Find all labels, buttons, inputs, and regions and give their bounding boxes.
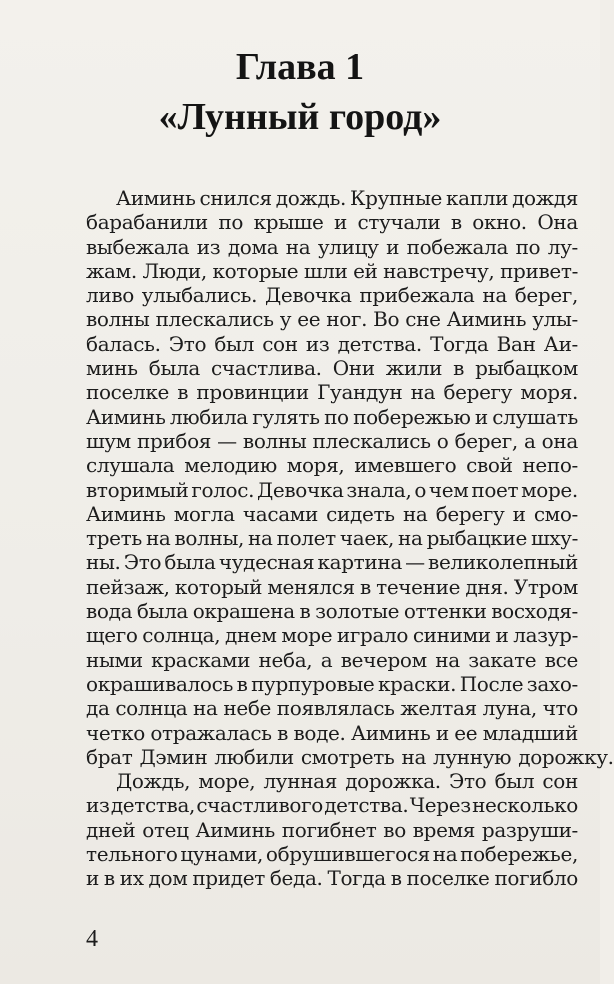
word: сон (262, 331, 298, 356)
word: все (544, 647, 578, 672)
word: в (299, 599, 311, 624)
word: шли (303, 258, 348, 283)
word: на (285, 234, 311, 259)
word: стучали (357, 210, 441, 235)
word: полет (276, 526, 336, 551)
word: побежала (406, 234, 509, 259)
word: Она (537, 210, 578, 235)
word: море (281, 623, 333, 648)
word: треть (86, 526, 142, 551)
word: и (435, 720, 449, 745)
word: Крупные (350, 186, 443, 210)
word: свой (466, 453, 513, 478)
word: золотые (315, 599, 400, 624)
word: Аиминь (86, 404, 166, 429)
word: пейзаж, (86, 574, 170, 599)
word: щего (86, 623, 138, 648)
word: дома (227, 234, 279, 259)
word: Дэмин (139, 744, 208, 769)
word: крыше (253, 210, 324, 235)
word: — (405, 550, 425, 575)
text-line (86, 283, 578, 307)
word: беда. (269, 866, 323, 891)
word: была (164, 550, 216, 575)
word: дом (148, 866, 188, 891)
word: и (86, 866, 99, 891)
text-line (86, 866, 578, 890)
chapter-heading (0, 42, 600, 142)
word: вечером (340, 647, 427, 672)
word: вторимый (86, 477, 189, 502)
word: оттенки (403, 599, 487, 624)
word: ливо (86, 283, 134, 308)
word: лу- (547, 234, 578, 259)
word: Аиминь (350, 720, 431, 745)
word: в (277, 720, 289, 745)
word: чаек, (339, 526, 394, 551)
word: из (86, 793, 110, 818)
word: великолепный (428, 550, 578, 575)
text-line (86, 332, 578, 356)
word: менялся (267, 574, 355, 599)
word: четко (86, 720, 145, 745)
text-line (86, 550, 578, 574)
text-line (86, 429, 578, 453)
word: на (432, 842, 458, 867)
word: Аиминь (195, 817, 275, 842)
word: в (390, 866, 402, 891)
text-line (86, 307, 578, 331)
word: тельного (86, 842, 178, 867)
word: Ван (496, 331, 536, 356)
word: — (217, 428, 237, 453)
word: несколько (472, 793, 578, 818)
word: пурпуровые (251, 671, 375, 696)
word: и (386, 234, 400, 259)
word: сон (542, 769, 578, 794)
word: смотреть (300, 744, 395, 769)
word: в (236, 671, 248, 696)
word: непо- (522, 453, 578, 478)
word: смо- (533, 501, 578, 526)
word: минь (86, 356, 138, 381)
word: что (542, 696, 578, 721)
word: картина (317, 550, 402, 575)
word: на (193, 696, 218, 721)
word: на (435, 647, 460, 672)
page-number: 4 (86, 926, 98, 952)
text-line (86, 453, 578, 477)
word: моря, (286, 453, 345, 478)
word: по (515, 234, 541, 259)
word: погибнет (281, 817, 377, 842)
word: рыбацкие (426, 526, 527, 551)
word: ей (353, 258, 378, 283)
word: разруши- (481, 817, 578, 842)
word: которые (212, 258, 299, 283)
word: жили (385, 356, 443, 381)
word: отец (142, 817, 189, 842)
word: Аиминь (446, 307, 527, 332)
text-line (86, 623, 578, 647)
word: сидеть (326, 501, 395, 526)
text-line (86, 842, 578, 866)
word: на (401, 744, 427, 769)
word: детства. (337, 331, 422, 356)
word: прибежала (359, 283, 475, 308)
word: шху- (531, 526, 578, 551)
word: Это (449, 769, 487, 794)
word: счастливого (196, 793, 323, 818)
word: поет (471, 477, 519, 502)
word: во (383, 817, 406, 842)
text-line (86, 672, 578, 696)
word: жам. (86, 258, 137, 283)
word: солнца, (142, 623, 221, 648)
word: краски. (377, 671, 457, 696)
word: и (474, 404, 488, 429)
word: могла (173, 501, 235, 526)
word: берег, (454, 428, 518, 453)
word: Это (168, 331, 207, 356)
word: волны, (174, 526, 245, 551)
word: снился (199, 186, 272, 210)
word: берегу (435, 501, 505, 526)
word: капли (446, 186, 509, 210)
word: дождя (512, 186, 578, 210)
word: улицу (317, 234, 379, 259)
word: улыбались. (141, 283, 258, 308)
word: из (305, 331, 330, 356)
text-line (86, 721, 578, 745)
word: рыбацком (475, 356, 578, 381)
text-line (86, 696, 578, 720)
word: Гуандун (317, 380, 403, 405)
word: слушать (492, 404, 578, 429)
text-line (86, 235, 578, 259)
word: дня. (465, 574, 509, 599)
word: плескались (155, 307, 274, 332)
text-line (86, 478, 578, 502)
word: волны (242, 428, 307, 453)
word: в (450, 210, 462, 235)
text-line (86, 744, 614, 769)
text-line (86, 575, 578, 599)
word: цунами, (180, 842, 264, 867)
word: который (174, 574, 263, 599)
word: улы- (532, 307, 578, 332)
word: был (494, 769, 535, 794)
word: детства. (324, 793, 409, 818)
word: в (177, 380, 189, 405)
body-text (86, 186, 614, 891)
word: и (495, 623, 509, 648)
word: по (218, 210, 244, 235)
word: а (523, 428, 536, 453)
word: имевшего (354, 453, 457, 478)
word: Дождь, (116, 769, 191, 794)
word: днем (224, 623, 277, 648)
word: балась. (86, 331, 161, 356)
text-line (86, 648, 578, 672)
word: из (196, 234, 221, 259)
word: море, (198, 769, 256, 794)
word: провинции (196, 380, 309, 405)
word: Во (373, 307, 400, 332)
word: была (148, 356, 200, 381)
word: Аи- (543, 331, 578, 356)
text-line (86, 526, 578, 550)
word: на (145, 526, 171, 551)
word: солнца (115, 696, 188, 721)
word: была (136, 599, 189, 624)
word: берегу (443, 380, 513, 405)
word: окрашивалось (86, 671, 234, 696)
word: на (397, 526, 423, 551)
word: счастлива. (210, 356, 322, 381)
word: окрашена (192, 599, 295, 624)
word: захо- (526, 671, 578, 696)
word: дождь. (275, 186, 346, 210)
word: плескались (312, 428, 431, 453)
word: у (279, 307, 292, 332)
word: на (248, 526, 273, 551)
word: лунную (433, 744, 512, 769)
word: После (459, 671, 524, 696)
word: знала, (346, 477, 412, 502)
word: ее (297, 307, 321, 332)
word: красками (151, 647, 251, 672)
word: течение (376, 574, 461, 599)
word: поселке (406, 866, 490, 891)
word: неба, (258, 647, 313, 672)
word: луна, (482, 696, 537, 721)
word: желтая (400, 696, 477, 721)
word: да (86, 696, 110, 721)
word: Аиминь (86, 501, 166, 526)
word: и (334, 210, 348, 235)
word: в (453, 356, 465, 381)
word: по (324, 404, 349, 429)
word: закате (468, 647, 537, 672)
word: часами (242, 501, 318, 526)
word: Через (409, 793, 471, 818)
word: любили (214, 744, 294, 769)
text-line (86, 599, 578, 623)
word: синими (412, 623, 491, 648)
text-line (86, 502, 578, 526)
word: прибоя (136, 428, 212, 453)
word: ног. (326, 307, 368, 332)
word: выбежала (86, 234, 190, 259)
word: побережью (353, 404, 471, 429)
word: обрушившегося (265, 842, 430, 867)
word: детства, (110, 793, 196, 818)
word: чем (428, 477, 469, 502)
word: небе (223, 696, 272, 721)
word: а (320, 647, 333, 672)
word: любила (169, 404, 248, 429)
word: Девочка (264, 283, 352, 308)
word: Аиминь (116, 186, 196, 210)
chapter-number: Глава 1 (235, 46, 365, 88)
word: придет (192, 866, 265, 891)
word: голос. (191, 477, 255, 502)
word: ны. (86, 550, 121, 575)
word: был (214, 331, 254, 356)
word: Утром (513, 574, 578, 599)
text-line (86, 793, 578, 817)
word: о (436, 428, 449, 453)
word: брат (86, 744, 133, 769)
text-line (86, 818, 578, 842)
word: Люди, (142, 258, 207, 283)
word: вода (86, 599, 133, 624)
text-line (86, 405, 578, 429)
word: лазур- (513, 623, 578, 648)
chapter-name: «Лунный город» (158, 96, 442, 138)
word: гулять (252, 404, 320, 429)
text-line (86, 356, 578, 380)
word: мелодию (184, 453, 277, 478)
word: в (103, 866, 115, 891)
text-line (86, 186, 578, 210)
word: время (412, 817, 476, 842)
word: воде. (293, 720, 346, 745)
word: младший (482, 720, 578, 745)
word: на (482, 283, 507, 308)
word: Девочка (256, 477, 344, 502)
word: отражалась (150, 720, 272, 745)
word: и (512, 501, 526, 526)
word: моря. (520, 380, 578, 405)
word: море. (521, 477, 578, 502)
word: Это (123, 550, 162, 575)
word: их (119, 866, 144, 891)
word: поселке (86, 380, 169, 405)
word: дорожку. (518, 744, 614, 769)
word: играло (336, 623, 409, 648)
text-line (86, 380, 578, 404)
word: о (414, 477, 427, 502)
text-line (86, 769, 578, 793)
word: навстречу, (383, 258, 495, 283)
word: побережье, (460, 842, 578, 867)
word: она (541, 428, 578, 453)
word: лунная (263, 769, 338, 794)
word: шум (86, 428, 131, 453)
word: Тогда (327, 866, 386, 891)
word: окно. (472, 210, 527, 235)
word: погибло (494, 866, 578, 891)
word: Они (332, 356, 375, 381)
text-line (86, 259, 578, 283)
word: барабанили (86, 210, 208, 235)
word: восходя- (491, 599, 578, 624)
word: дорожка. (345, 769, 441, 794)
word: ными (86, 647, 143, 672)
word: ее (454, 720, 478, 745)
word: Тогда (430, 331, 489, 356)
word: чудесная (218, 550, 315, 575)
word: в (359, 574, 371, 599)
word: берег, (514, 283, 578, 308)
word: слушала (86, 453, 175, 478)
word: на (410, 380, 436, 405)
word: дней (86, 817, 136, 842)
text-line (86, 210, 578, 234)
word: появлялась (276, 696, 395, 721)
word: на (402, 501, 428, 526)
word: сне (405, 307, 441, 332)
word: привет- (500, 258, 578, 283)
word: волны (86, 307, 150, 332)
